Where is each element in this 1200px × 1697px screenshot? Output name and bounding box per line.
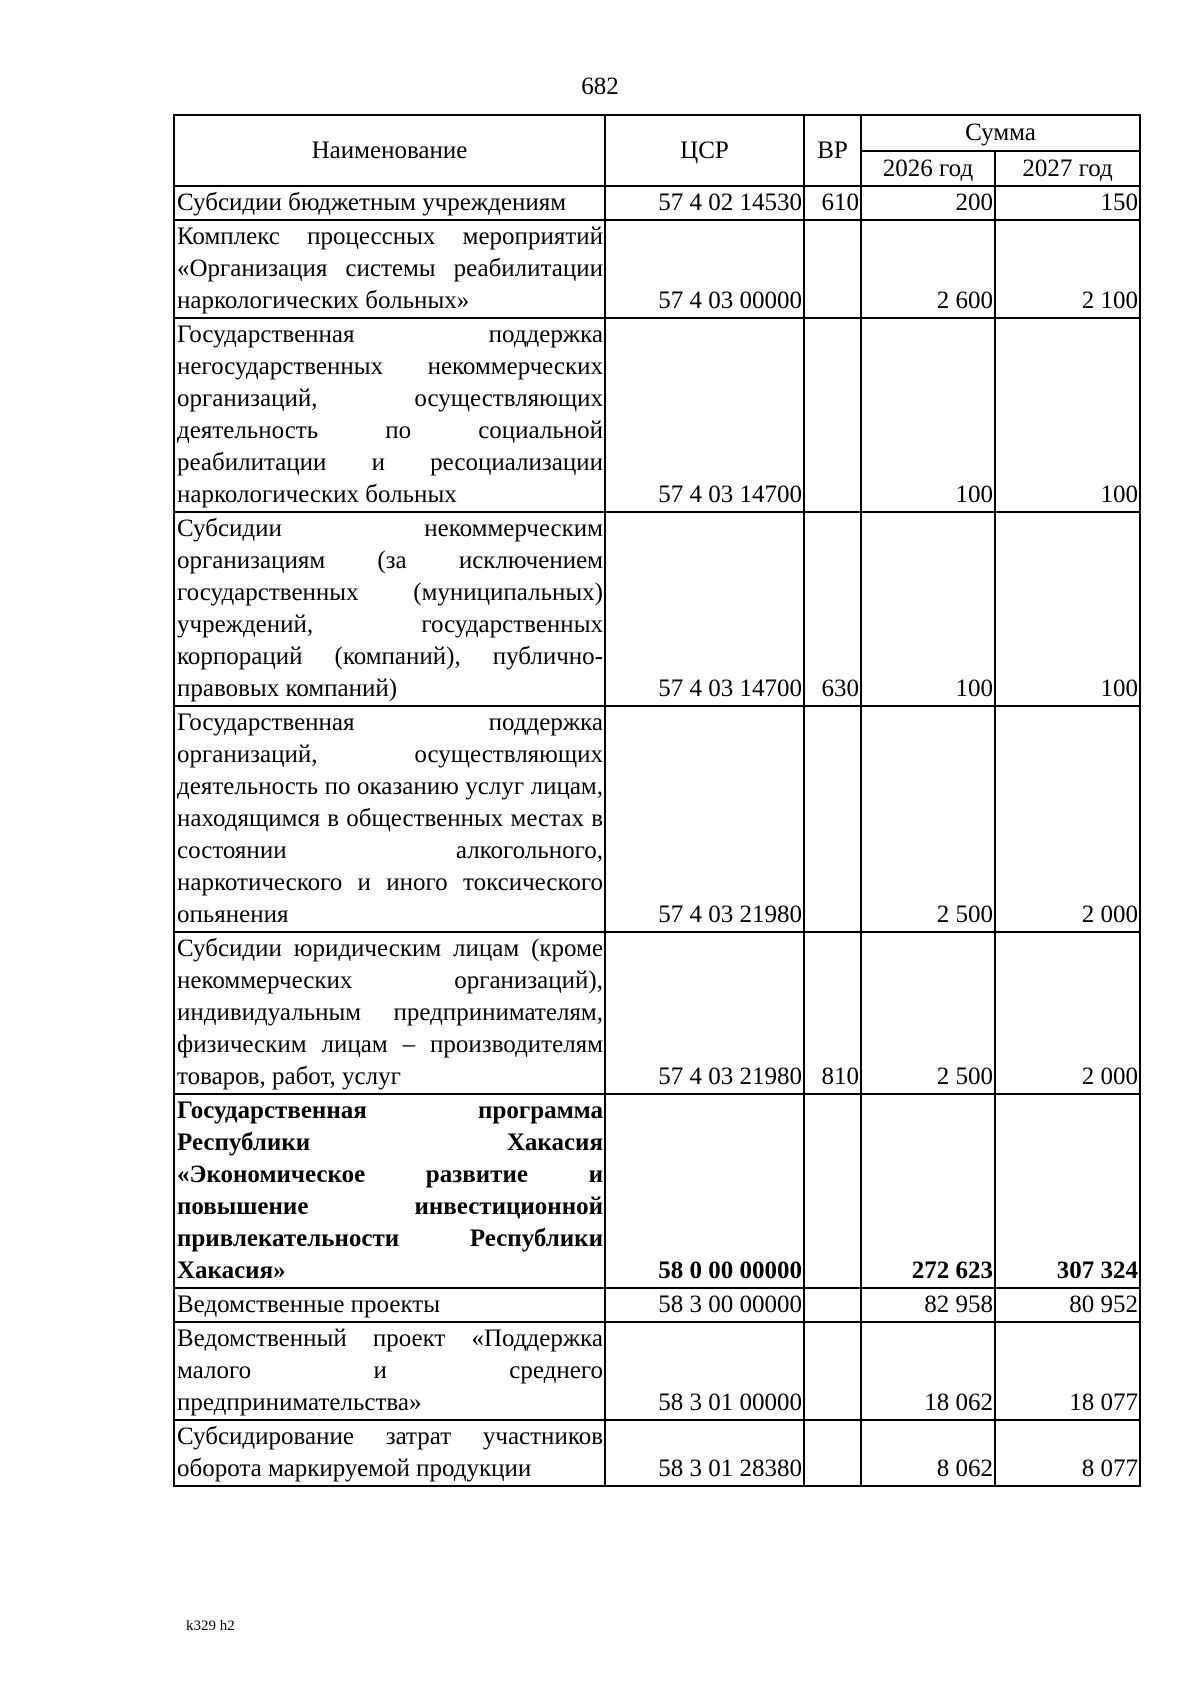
- row-sum-2026: 2 500: [861, 932, 995, 1094]
- header-year-2026: 2026 год: [861, 151, 995, 186]
- table-row: [174, 706, 1140, 932]
- row-csr: 58 3 00 00000: [605, 1288, 804, 1322]
- table-row: [174, 1420, 1140, 1486]
- row-sum-2027: 2 000: [995, 706, 1140, 932]
- row-sum-2026: 2 600: [861, 220, 995, 318]
- row-sum-2026: 82 958: [861, 1288, 995, 1322]
- row-sum-2027: 18 077: [995, 1322, 1140, 1420]
- row-sum-2027: 150: [995, 186, 1140, 220]
- row-sum-2027: 2 000: [995, 932, 1140, 1094]
- row-vr: [804, 220, 861, 318]
- header-name: Наименование: [174, 115, 605, 186]
- row-name: Субсидии бюджетным учреждениям: [174, 186, 605, 220]
- table-row: [174, 1288, 1140, 1322]
- row-sum-2026: 200: [861, 186, 995, 220]
- row-name: Ведомственный проект «Поддержка малого и среднего предпринимательства»: [174, 1322, 605, 1420]
- row-name: Комплекс процессных мероприятий «Организация системы реабилитации наркологических больных»: [174, 220, 605, 318]
- row-vr: [804, 706, 861, 932]
- row-sum-2027: 100: [995, 318, 1140, 512]
- header-vr: ВР: [804, 115, 861, 186]
- row-vr: [804, 1094, 861, 1288]
- row-sum-2027: 100: [995, 512, 1140, 706]
- row-sum-2026: 2 500: [861, 706, 995, 932]
- row-name: Субсидии юридическим лицам (кроме некоммерческих организаций), индивидуальным предпринимателям, физическим лицам – производителям товаров, работ, услуг: [174, 932, 605, 1094]
- row-csr: 58 3 01 00000: [605, 1322, 804, 1420]
- row-vr: [804, 318, 861, 512]
- table-header: [174, 115, 1140, 186]
- row-csr: 57 4 03 21980: [605, 706, 804, 932]
- table-row: [174, 186, 1140, 220]
- row-csr: 57 4 03 21980: [605, 932, 804, 1094]
- row-sum-2026: 272 623: [861, 1094, 995, 1288]
- table-body: [174, 186, 1140, 1486]
- table-row: [174, 512, 1140, 706]
- row-sum-2026: 100: [861, 318, 995, 512]
- row-csr: 57 4 03 14700: [605, 512, 804, 706]
- row-csr: 57 4 03 14700: [605, 318, 804, 512]
- row-vr: 810: [804, 932, 861, 1094]
- row-csr: 58 0 00 00000: [605, 1094, 804, 1288]
- table-row-program: [174, 1094, 1140, 1288]
- row-csr: 57 4 02 14530: [605, 186, 804, 220]
- row-csr: 58 3 01 28380: [605, 1420, 804, 1486]
- row-sum-2027: 307 324: [995, 1094, 1140, 1288]
- row-sum-2027: 8 077: [995, 1420, 1140, 1486]
- row-sum-2026: 100: [861, 512, 995, 706]
- table-row: [174, 318, 1140, 512]
- header-csr: ЦСР: [605, 115, 804, 186]
- row-vr: [804, 1288, 861, 1322]
- table-row: [174, 1322, 1140, 1420]
- row-name: Государственная программа Республики Хакасия «Экономическое развитие и повышение инвестиционной привлекательности Республики Хакасия»: [174, 1094, 605, 1288]
- row-vr: [804, 1322, 861, 1420]
- row-name: Государственная поддержка организаций, осуществляющих деятельность по оказанию услуг лицам, находящимся в общественных местах в состоянии алкогольного, наркотического и иного токсического опьянения: [174, 706, 605, 932]
- row-sum-2026: 18 062: [861, 1322, 995, 1420]
- row-sum-2027: 2 100: [995, 220, 1140, 318]
- footer-code: k329 h2: [186, 1618, 235, 1634]
- row-vr: 610: [804, 186, 861, 220]
- table-row: [174, 220, 1140, 318]
- row-name: Субсидии некоммерческим организациям (за исключением государственных (муниципальных) учреждений, государственных корпораций (компаний), публично-правовых компаний): [174, 512, 605, 706]
- header-year-2027: 2027 год: [995, 151, 1140, 186]
- row-vr: [804, 1420, 861, 1486]
- page-number: 682: [581, 73, 619, 100]
- row-name: Государственная поддержка негосударственных некоммерческих организаций, осуществляющих деятельность по социальной реабилитации и ресоциализации наркологических больных: [174, 318, 605, 512]
- row-name: Ведомственные проекты: [174, 1288, 605, 1322]
- header-sum: Сумма: [861, 115, 1140, 151]
- row-sum-2027: 80 952: [995, 1288, 1140, 1322]
- budget-table: [173, 114, 1141, 1487]
- row-name: Субсидирование затрат участников оборота маркируемой продукции: [174, 1420, 605, 1486]
- row-vr: 630: [804, 512, 861, 706]
- row-sum-2026: 8 062: [861, 1420, 995, 1486]
- row-csr: 57 4 03 00000: [605, 220, 804, 318]
- table-row: [174, 932, 1140, 1094]
